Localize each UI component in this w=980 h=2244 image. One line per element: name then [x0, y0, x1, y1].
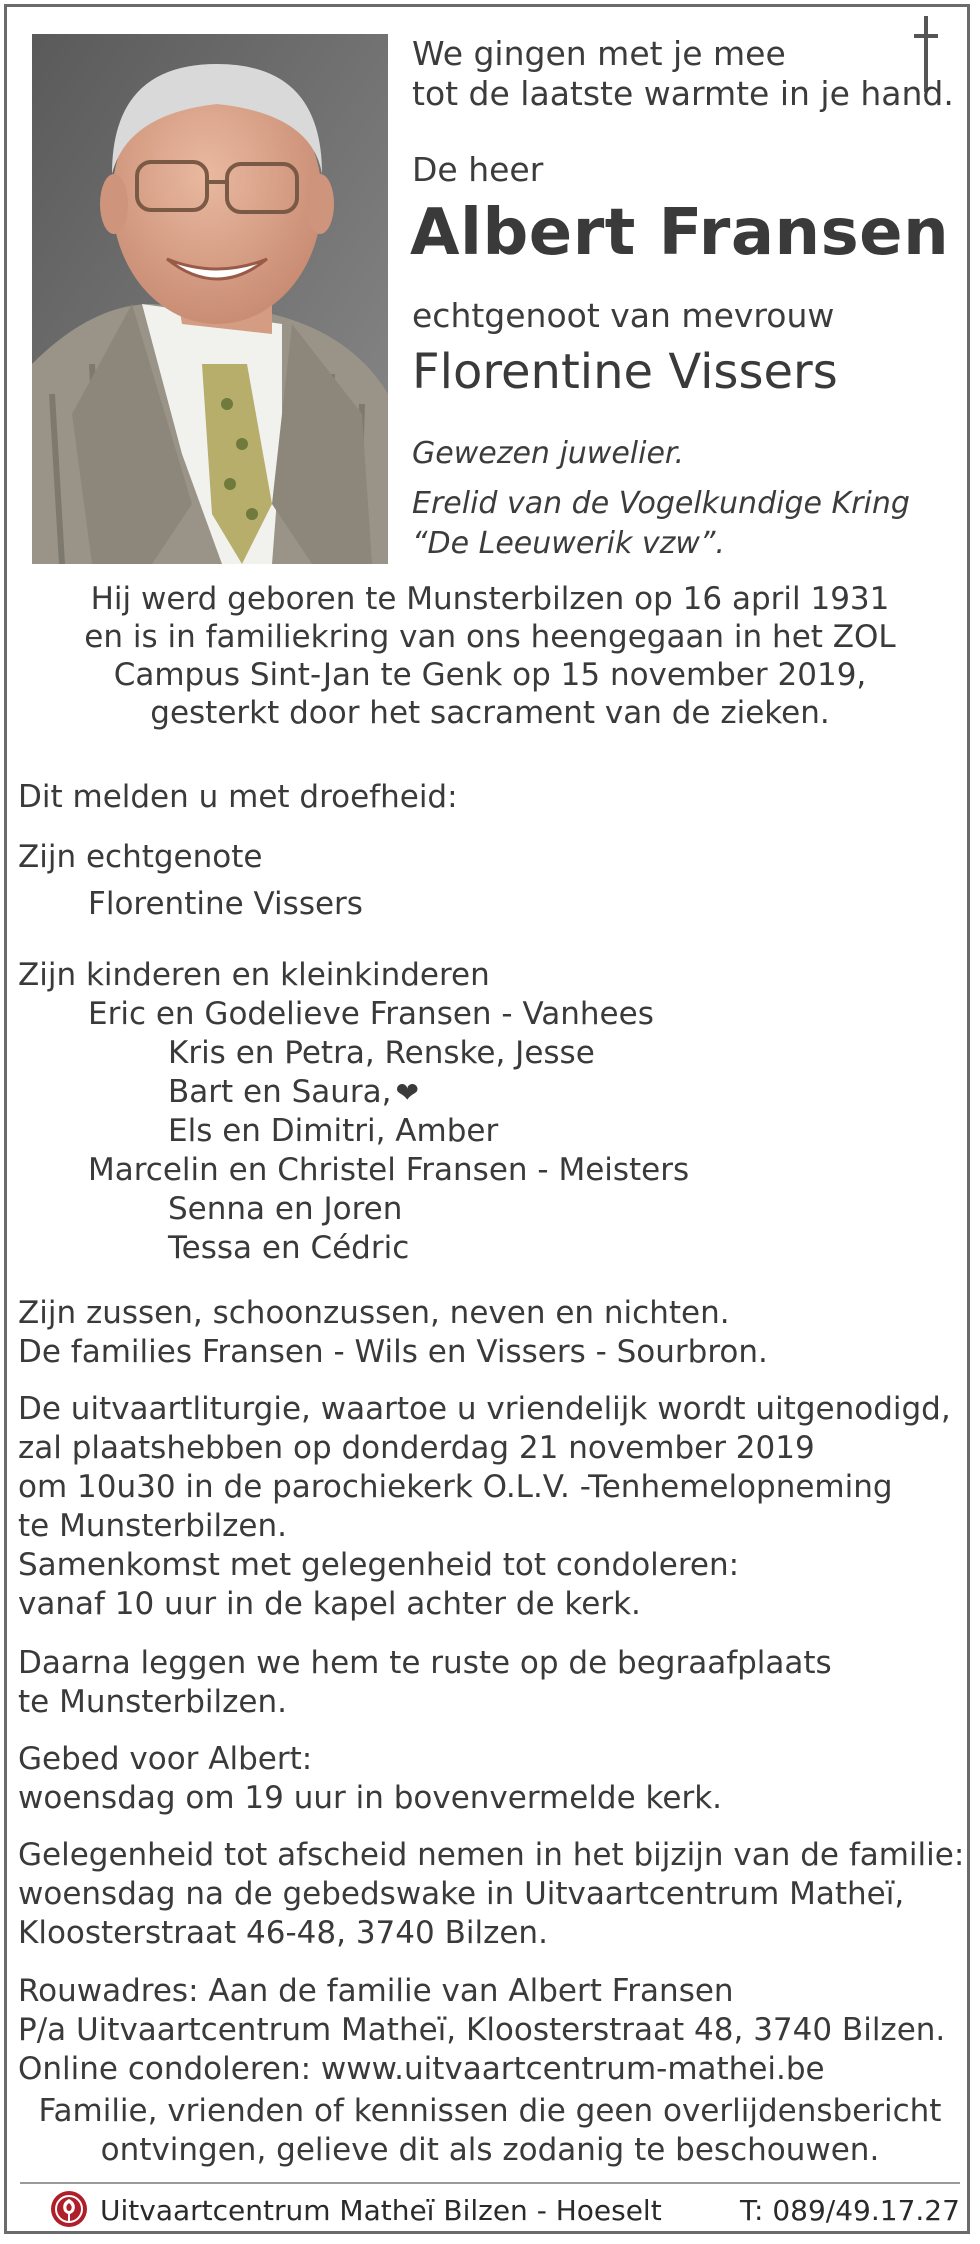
burial-line: te Munsterbilzen. — [18, 1684, 287, 1720]
funeral-line: De uitvaartliturgie, waartoe u vriendelijk wordt uitgenodigd, — [18, 1391, 951, 1427]
section-heading: Zijn echtgenote — [18, 839, 263, 875]
quote-line: tot de laatste warmte in je hand. — [412, 74, 954, 113]
portrait-photo — [32, 34, 388, 564]
birth-line: en is in familiekring van ons heengegaan in het ZOL — [84, 619, 896, 655]
farewell-section — [18, 1836, 964, 1953]
birth-death-paragraph — [20, 580, 960, 732]
spouse-section — [18, 838, 363, 924]
farewell-line: Gelegenheid tot afscheid nemen in het bijzijn van de familie: — [18, 1837, 965, 1873]
spouse-entry: Florentine Vissers — [88, 886, 363, 922]
announcement: Dit melden u met droefheid: — [18, 779, 458, 815]
grandchild-entry: Senna en Joren — [168, 1191, 403, 1227]
children-section — [18, 956, 689, 1268]
spouse-name: Florentine Vissers — [412, 344, 838, 400]
grandchild-entry: Bart en Saura, — [168, 1074, 392, 1110]
birth-line: gesterkt door het sacrament van de zieken. — [150, 695, 830, 731]
section-heading: Zijn kinderen en kleinkinderen — [18, 957, 490, 993]
profession: Gewezen juwelier. — [412, 436, 685, 471]
family-entry: Marcelin en Christel Fransen - Meisters — [88, 1152, 690, 1188]
funeral-line: Samenkomst met gelegenheid tot condoleren: — [18, 1547, 740, 1583]
opening-quote — [412, 34, 954, 114]
footer-divider — [20, 2182, 960, 2184]
farewell-line: Kloosterstraat 46-48, 3740 Bilzen. — [18, 1915, 548, 1951]
honor-line: Erelid van de Vogelkundige Kring — [412, 486, 910, 521]
grandchild-entry: Tessa en Cédric — [168, 1230, 410, 1266]
spouse-intro: echtgenoot van mevrouw — [412, 296, 835, 335]
closing-line: Familie, vrienden of kennissen die geen overlijdensbericht — [38, 2093, 942, 2129]
prayer-line: woensdag om 19 uur in bovenvermelde kerk. — [18, 1780, 723, 1816]
funeral-line: om 10u30 in de parochiekerk O.L.V. -Tenhemelopneming — [18, 1469, 893, 1505]
deceased-name: Albert Fransen — [410, 196, 950, 270]
funeral-line: vanaf 10 uur in de kapel achter de kerk. — [18, 1586, 641, 1622]
prayer-section — [18, 1740, 722, 1818]
siblings-line: Zijn zussen, schoonzussen, neven en nichten. — [18, 1295, 730, 1331]
address-line: Rouwadres: Aan de familie van Albert Fransen — [18, 1973, 734, 2009]
address-line: P/a Uitvaartcentrum Matheï, Kloosterstraat 48, 3740 Bilzen. — [18, 2012, 946, 2048]
quote-line: We gingen met je mee — [412, 34, 786, 73]
funeral-section — [18, 1390, 951, 1624]
grandchild-entry: Els en Dimitri, Amber — [168, 1113, 499, 1149]
salutation: De heer — [412, 150, 544, 189]
grandchild-entry-with-heart — [18, 1073, 689, 1112]
address-section — [18, 1972, 945, 2089]
prayer-line: Gebed voor Albert: — [18, 1741, 313, 1777]
siblings-line: De families Fransen - Wils en Vissers - Sourbron. — [18, 1334, 768, 1370]
birth-line: Hij werd geboren te Munsterbilzen op 16 april 1931 — [90, 581, 890, 617]
burial-section — [18, 1644, 832, 1722]
funeral-line: te Munsterbilzen. — [18, 1508, 287, 1544]
family-entry: Eric en Godelieve Fransen - Vanhees — [88, 996, 654, 1032]
burial-line: Daarna leggen we hem te ruste op de begraafplaats — [18, 1645, 832, 1681]
grandchild-entry: Kris en Petra, Renske, Jesse — [168, 1035, 595, 1071]
closing-note — [20, 2092, 960, 2170]
siblings-section — [18, 1294, 768, 1372]
honor-title — [412, 484, 910, 564]
birth-line: Campus Sint-Jan te Genk op 15 november 2019, — [113, 657, 867, 693]
funeral-line: zal plaatshebben op donderdag 21 november 2019 — [18, 1430, 815, 1466]
closing-line: ontvingen, gelieve dit als zodanig te beschouwen. — [100, 2132, 880, 2168]
condolence-link[interactable]: Online condoleren: www.uitvaartcentrum-mathei.be — [18, 2051, 825, 2087]
funeral-home-name: Uitvaartcentrum Matheï Bilzen - Hoeselt — [100, 2194, 662, 2227]
funeral-home-phone: T: 089/49.17.27 — [740, 2194, 960, 2227]
farewell-line: woensdag na de gebedswake in Uitvaartcentrum Matheï, — [18, 1876, 905, 1912]
heart-icon: ❤ — [395, 1076, 419, 1109]
rose-logo-icon — [50, 2190, 88, 2228]
honor-line: “De Leeuwerik vzw”. — [412, 526, 725, 561]
